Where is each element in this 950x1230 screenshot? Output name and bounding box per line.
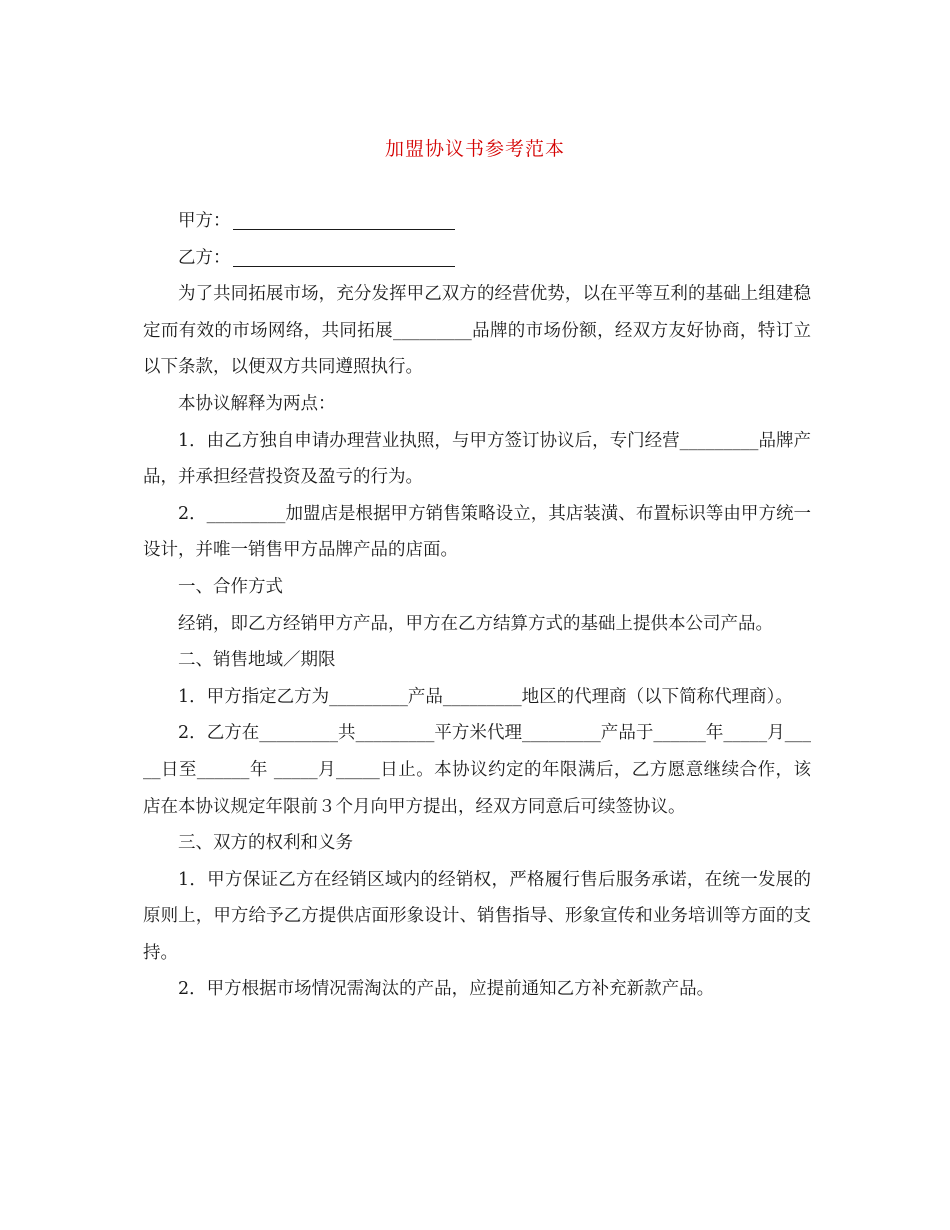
- party-b-line: [143, 240, 811, 277]
- paragraph-territory-1: 1．甲方指定乙方为_________产品_________地区的代理商（以下简称代理商）。: [178, 686, 793, 707]
- paragraph-territory-2: 2．乙方在_________共_________平方米代理_________产品于______年_____月_____日至______年 _____月_____日止。本协议约定的年限满后，乙方愿意继续合作，该店在本协议规定年限前３个月向甲方提出，经双方同意后可续签协议。: [143, 723, 811, 817]
- paragraph-point-1: 1．由乙方独自申请办理营业执照，与甲方签订协议后，专门经营_________品牌产品，并承担经营投资及盈亏的行为。: [143, 430, 811, 488]
- paragraph-explanation-heading: 本协议解释为两点：: [178, 393, 336, 414]
- party-b-blank: [233, 244, 455, 267]
- party-a-line: [143, 203, 811, 240]
- document-title: 加盟协议书参考范本: [384, 138, 565, 160]
- document-body: [143, 203, 811, 1008]
- paragraph-rights-2: 2．甲方根据市场情况需淘汰的产品，应提前通知乙方补充新款产品。: [178, 979, 715, 1000]
- paragraph-cooperation: 经销，即乙方经销甲方产品，甲方在乙方结算方式的基础上提供本公司产品。: [178, 613, 773, 634]
- section-heading-cooperation: 一、合作方式: [178, 576, 283, 597]
- paragraph-rights-1: 1．甲方保证乙方在经销区域内的经销权，严格履行售后服务承诺，在统一发展的原则上，甲方给予乙方提供店面形象设计、销售指导、形象宣传和业务培训等方面的支持。: [143, 869, 811, 963]
- party-a-label: 甲方：: [178, 211, 231, 231]
- paragraph-point-2: 2．_________加盟店是根据甲方销售策略设立，其店装潢、布置标识等由甲方统一设计，并唯一销售甲方品牌产品的店面。: [143, 503, 811, 561]
- section-heading-rights: 三、双方的权利和义务: [178, 833, 353, 854]
- section-heading-territory: 二、销售地域／期限: [178, 650, 336, 671]
- party-b-label: 乙方：: [178, 247, 231, 268]
- paragraph-intro: 为了共同拓展市场，充分发挥甲乙双方的经营优势，以在平等互利的基础上组建稳定而有效的市场网络，共同拓展_________品牌的市场份额，经双方友好协商，特订立以下条款，以便双方共同遵照执行。: [143, 284, 811, 378]
- party-a-blank: [233, 207, 455, 230]
